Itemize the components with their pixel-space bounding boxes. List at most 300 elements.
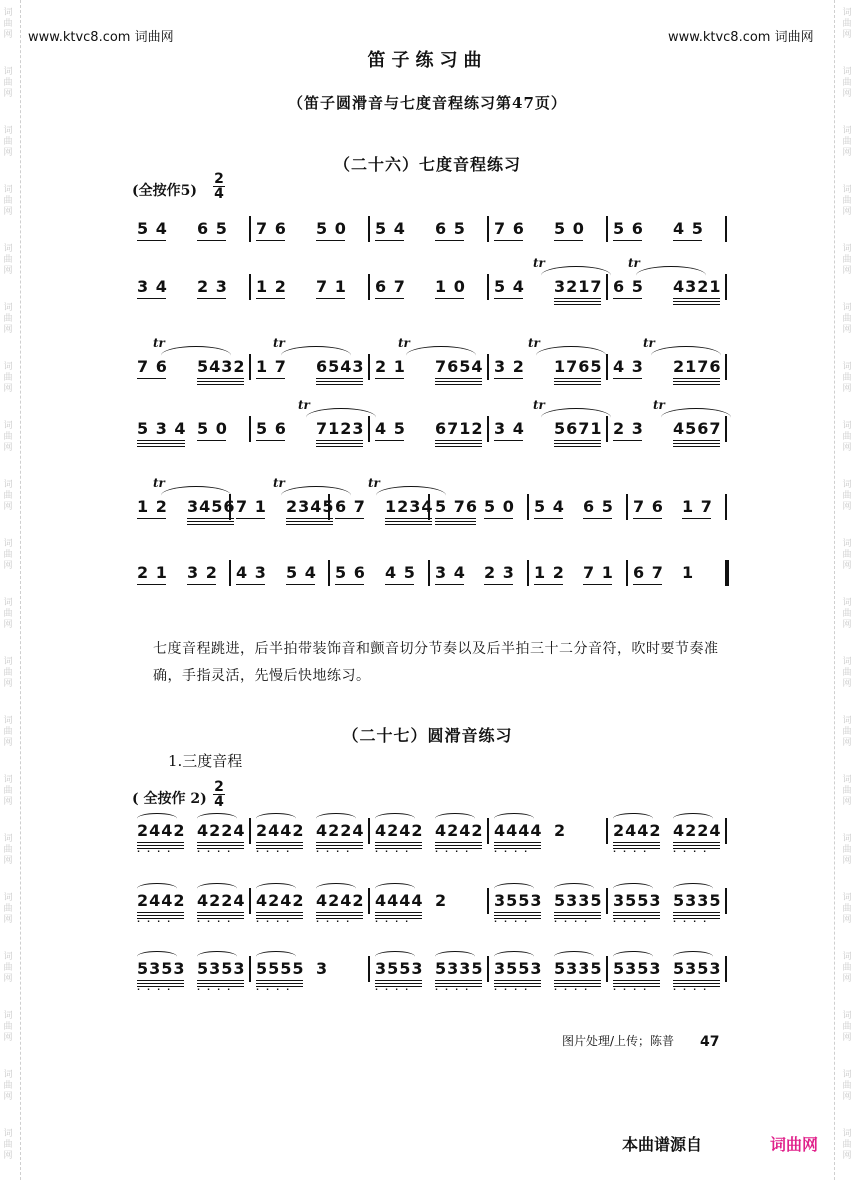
note-text: 1 7 [682,497,713,516]
note-text: 1765 [554,357,603,376]
beam-line [316,443,363,444]
note-text: 6 5 [197,219,228,238]
note-group [633,498,664,516]
barline [229,560,231,586]
trill-slur [536,346,606,365]
slur-mark [375,883,415,894]
beam-line [494,912,541,913]
beam-line [484,584,513,585]
note-group [633,564,664,582]
note-group [316,220,347,238]
beam-line [197,842,244,843]
note-group [673,959,722,992]
side-watermark-text: 词曲网 [842,8,852,40]
staff-row [133,476,728,522]
note-text: 5 0 [554,219,585,238]
barline [249,274,251,300]
beam-line [375,980,422,981]
note-text: 7 6 [633,497,664,516]
note-group [613,220,644,238]
note-group [256,278,287,296]
beam-line [137,912,184,913]
note-group [494,278,525,296]
beam-line [375,298,404,299]
beam-line [316,440,363,441]
beam-line [197,440,226,441]
note-text: 5 3 4 [137,419,187,438]
note-group [375,420,406,438]
beam-line [316,298,345,299]
slur-mark [375,813,415,824]
slur-mark [375,951,415,962]
note-group [435,420,484,438]
note-text: 2176 [673,357,722,376]
beam-line [613,912,660,913]
note-text: 2442 [256,821,305,840]
barline [725,354,727,380]
slur-mark [613,951,653,962]
beam-line [554,378,601,379]
note-group [435,564,466,582]
barline [606,216,608,242]
note-group [435,278,466,296]
slur-mark [197,813,237,824]
beam-line [435,443,482,444]
note-text: 4 5 [385,563,416,582]
beam-line [316,240,345,241]
note-group [197,891,246,924]
beam-line [435,378,482,379]
side-watermark-text: 词曲网 [842,244,852,276]
time-signature-top: 2 [214,779,224,795]
note-group [256,891,305,924]
staff-row [133,882,728,924]
note-group [613,891,662,924]
beam-line [554,912,601,913]
note-text: 2 [435,891,448,910]
barline [249,818,251,844]
note-group [534,498,565,516]
side-watermark-text: 词曲网 [3,657,13,689]
trill-mark: tr [153,336,165,350]
trill-mark: tr [628,256,640,270]
note-text: 5 4 [494,277,525,296]
octave-dots: .... [316,845,357,854]
slur-mark [494,951,534,962]
octave-dots: .... [613,915,654,924]
note-text: 4444 [494,821,543,840]
beam-line [494,298,523,299]
note-text: 1 [682,563,695,582]
octave-dots: .... [137,845,178,854]
note-group [137,891,186,924]
note-group [375,358,406,376]
source-label: 本曲谱源自 [622,1135,703,1154]
note-text: 7 1 [316,277,347,296]
barline [725,888,727,914]
beam-line [613,842,660,843]
trill-mark: tr [368,476,380,490]
time-signature-bottom: 4 [214,794,224,810]
beam-line [534,518,563,519]
note-group [137,821,186,854]
octave-dots: .... [137,915,178,924]
beam-line [187,524,234,525]
beam-line [633,518,662,519]
final-barline [725,560,729,586]
beam-line [137,440,185,441]
side-watermark-text: 词曲网 [842,952,852,984]
staff-row [133,210,728,244]
note-group [256,220,287,238]
beam-line [316,842,363,843]
slur-mark [494,883,534,894]
note-text: 5 6 [613,219,644,238]
beam-line [385,584,414,585]
beam-line [256,240,285,241]
beam-line [673,378,720,379]
note-text: 5 6 [256,419,287,438]
note-text: 3 4 [494,419,525,438]
note-group [682,498,713,516]
note-text: 4321 [673,277,722,296]
section-27-heading: （二十七）圆滑音练习 [342,726,513,745]
side-watermark-text: 词曲网 [842,1129,852,1161]
note-text: 4 5 [375,419,406,438]
side-watermark-text: 词曲网 [3,893,13,925]
trill-slur [281,486,351,505]
note-text: 4242 [256,891,305,910]
side-watermark-text: 词曲网 [842,775,852,807]
note-text: 5 0 [316,219,347,238]
barline [487,818,489,844]
time-signature-top: 2 [214,171,224,187]
trill-slur [306,408,376,427]
section-27-time-signature [213,780,225,809]
note-group [554,891,603,924]
note-text: 7 1 [583,563,614,582]
note-group [435,220,466,238]
note-text: 4242 [435,821,484,840]
slur-mark [137,951,177,962]
note-group [534,564,565,582]
octave-dots: .... [494,845,535,854]
octave-dots: .... [137,983,178,992]
note-text: 5555 [256,959,305,978]
note-group [286,564,317,582]
beam-line [435,446,482,447]
side-watermark-text: 词曲网 [3,716,13,748]
side-watermark-text: 词曲网 [3,480,13,512]
trill-slur [406,346,476,365]
note-text: 5 6 [335,563,366,582]
side-watermark-text: 词曲网 [3,8,13,40]
site-watermark-left[interactable]: www.ktvc8.com 词曲网 [28,30,174,45]
page-title: 笛子练习曲 [367,50,488,71]
octave-dots: .... [494,983,535,992]
side-watermark-text: 词曲网 [3,126,13,158]
staff-row [133,398,728,444]
note-group [375,959,424,992]
slur-mark [613,813,653,824]
note-group [435,892,447,910]
slur-mark [256,813,296,824]
time-signature-bottom: 4 [214,186,224,202]
note-group [673,821,722,854]
octave-dots: .... [197,845,238,854]
slur-mark [673,951,713,962]
note-text: 1 2 [534,563,565,582]
beam-line [236,518,265,519]
slur-mark [613,883,653,894]
note-group [583,564,614,582]
note-group [673,220,704,238]
note-text: 5671 [554,419,603,438]
site-watermark-right[interactable]: www.ktvc8.com 词曲网 [668,30,814,45]
beam-line [137,584,166,585]
note-text: 1 0 [435,277,466,296]
note-text: 6712 [435,419,484,438]
side-watermark-text: 词曲网 [3,303,13,335]
octave-dots: .... [197,983,238,992]
staff-row [133,336,728,382]
beam-line [673,301,720,302]
note-text: 1 2 [137,497,168,516]
note-group [435,821,484,854]
beam-line [554,446,601,447]
note-text: 1 2 [256,277,287,296]
octave-dots: .... [375,915,416,924]
beam-line [435,842,482,843]
beam-line [554,298,601,299]
note-text: 2 3 [484,563,515,582]
section-27-subheading: 1.三度音程 [168,752,243,770]
side-watermark-text: 词曲网 [3,539,13,571]
trill-mark: tr [298,398,310,412]
note-text: 6 5 [435,219,466,238]
note-group [494,821,543,854]
note-text: 5 76 [435,497,478,516]
trill-mark: tr [533,256,545,270]
beam-line [335,518,364,519]
side-watermark-text: 词曲网 [3,1070,13,1102]
beam-line [534,584,563,585]
octave-dots: .... [375,983,416,992]
beam-line [197,240,226,241]
barline [428,560,430,586]
beam-line [256,440,285,441]
note-text: 3456 [187,497,236,516]
beam-line [385,524,432,525]
beam-line [554,384,601,385]
note-group [256,420,287,438]
note-text: 2345 [286,497,335,516]
barline [626,494,628,520]
trill-slur [376,486,446,505]
beam-line [673,381,720,382]
octave-dots: .... [673,983,714,992]
beam-line [682,518,711,519]
note-text: 2 3 [197,277,228,296]
note-group [137,564,168,582]
side-watermark-text: 词曲网 [842,834,852,866]
note-group [316,278,347,296]
note-group [197,420,228,438]
beam-line [286,524,333,525]
beam-line [673,842,720,843]
octave-dots: .... [435,983,476,992]
note-group [682,564,694,582]
side-watermark-text: 词曲网 [842,421,852,453]
beam-line [673,446,720,447]
beam-line [673,240,702,241]
note-group [583,498,614,516]
trill-mark: tr [273,336,285,350]
beam-line [137,443,185,444]
note-text: 5335 [554,891,603,910]
slur-mark [494,813,534,824]
barline [527,494,529,520]
note-text: 6543 [316,357,365,376]
beam-line [435,521,476,522]
note-text: 4 5 [673,219,704,238]
note-group [494,420,525,438]
beam-line [494,980,541,981]
trill-mark: tr [398,336,410,350]
octave-dots: .... [554,915,595,924]
note-text: 3 2 [187,563,218,582]
note-text: 5335 [673,891,722,910]
barline [487,888,489,914]
beam-line [673,298,720,299]
octave-dots: .... [256,915,297,924]
beam-line [137,298,166,299]
note-group [137,959,186,992]
trill-mark: tr [643,336,655,350]
note-group [435,959,484,992]
note-text: 6 7 [633,563,664,582]
barline [487,416,489,442]
note-group [613,821,662,854]
beam-line [375,912,422,913]
side-watermark-text: 词曲网 [842,126,852,158]
note-text: 5353 [613,959,662,978]
beam-line [435,381,482,382]
barline [725,216,727,242]
side-watermark-text: 词曲网 [3,1129,13,1161]
beam-line [633,584,662,585]
slur-mark [435,951,475,962]
slur-mark [137,883,177,894]
note-text: 1234 [385,497,434,516]
side-watermark-text: 词曲网 [3,185,13,217]
note-group [197,220,228,238]
note-text: 7 6 [494,219,525,238]
note-text: 5 4 [286,563,317,582]
right-guide-line [834,0,835,1180]
note-text: 5353 [673,959,722,978]
side-watermark-text: 词曲网 [3,244,13,276]
barline [725,494,727,520]
octave-dots: .... [613,845,654,854]
barline [606,956,608,982]
note-text: 4 3 [236,563,267,582]
beam-line [197,378,244,379]
note-text: 2442 [137,891,186,910]
barline [487,216,489,242]
side-watermark-text: 词曲网 [3,1011,13,1043]
note-text: 3217 [554,277,603,296]
barline [487,274,489,300]
beam-line [256,980,303,981]
note-text: 2 [554,821,567,840]
side-watermark-text: 词曲网 [3,421,13,453]
section-26-fingering: (全按作5) [132,183,197,199]
beam-line [187,584,216,585]
note-text: 2 3 [613,419,644,438]
trill-slur [161,486,231,505]
note-group [554,959,603,992]
note-group [335,564,366,582]
beam-line [673,912,720,913]
note-group [197,278,228,296]
note-text: 7654 [435,357,484,376]
note-text: 4567 [673,419,722,438]
note-text: 2 1 [375,357,406,376]
note-group [613,358,644,376]
barline [527,560,529,586]
beam-line [554,381,601,382]
beam-line [375,842,422,843]
page-subtitle: （笛子圆滑音与七度音程练习第47页） [288,94,567,112]
note-group [187,564,218,582]
beam-line [554,304,601,305]
beam-line [286,518,333,519]
trill-slur [161,346,231,365]
beam-line [137,378,166,379]
beam-line [137,842,184,843]
slur-mark [554,951,594,962]
slur-mark [197,951,237,962]
beam-line [673,384,720,385]
side-watermark-text: 词曲网 [842,598,852,630]
beam-line [316,912,363,913]
staff-row [133,256,728,302]
octave-dots: .... [197,915,238,924]
slur-mark [435,813,475,824]
barline [368,818,370,844]
note-text: 4 3 [613,357,644,376]
beam-line [286,521,333,522]
section-26-time-signature [213,172,225,201]
note-group [197,821,246,854]
note-text: 5 4 [534,497,565,516]
source-site-link[interactable]: 词曲网 [770,1135,819,1154]
note-group [316,960,328,978]
page-number: 47 [700,1034,720,1050]
octave-dots: .... [554,983,595,992]
side-watermark-right [839,0,855,1180]
note-text: 5 4 [375,219,406,238]
octave-dots: .... [316,915,357,924]
note-text: 7123 [316,419,365,438]
beam-line [613,378,642,379]
beam-line [137,980,184,981]
note-text: 2442 [137,821,186,840]
note-text: 3 [316,959,329,978]
beam-line [673,443,720,444]
beam-line [554,440,601,441]
